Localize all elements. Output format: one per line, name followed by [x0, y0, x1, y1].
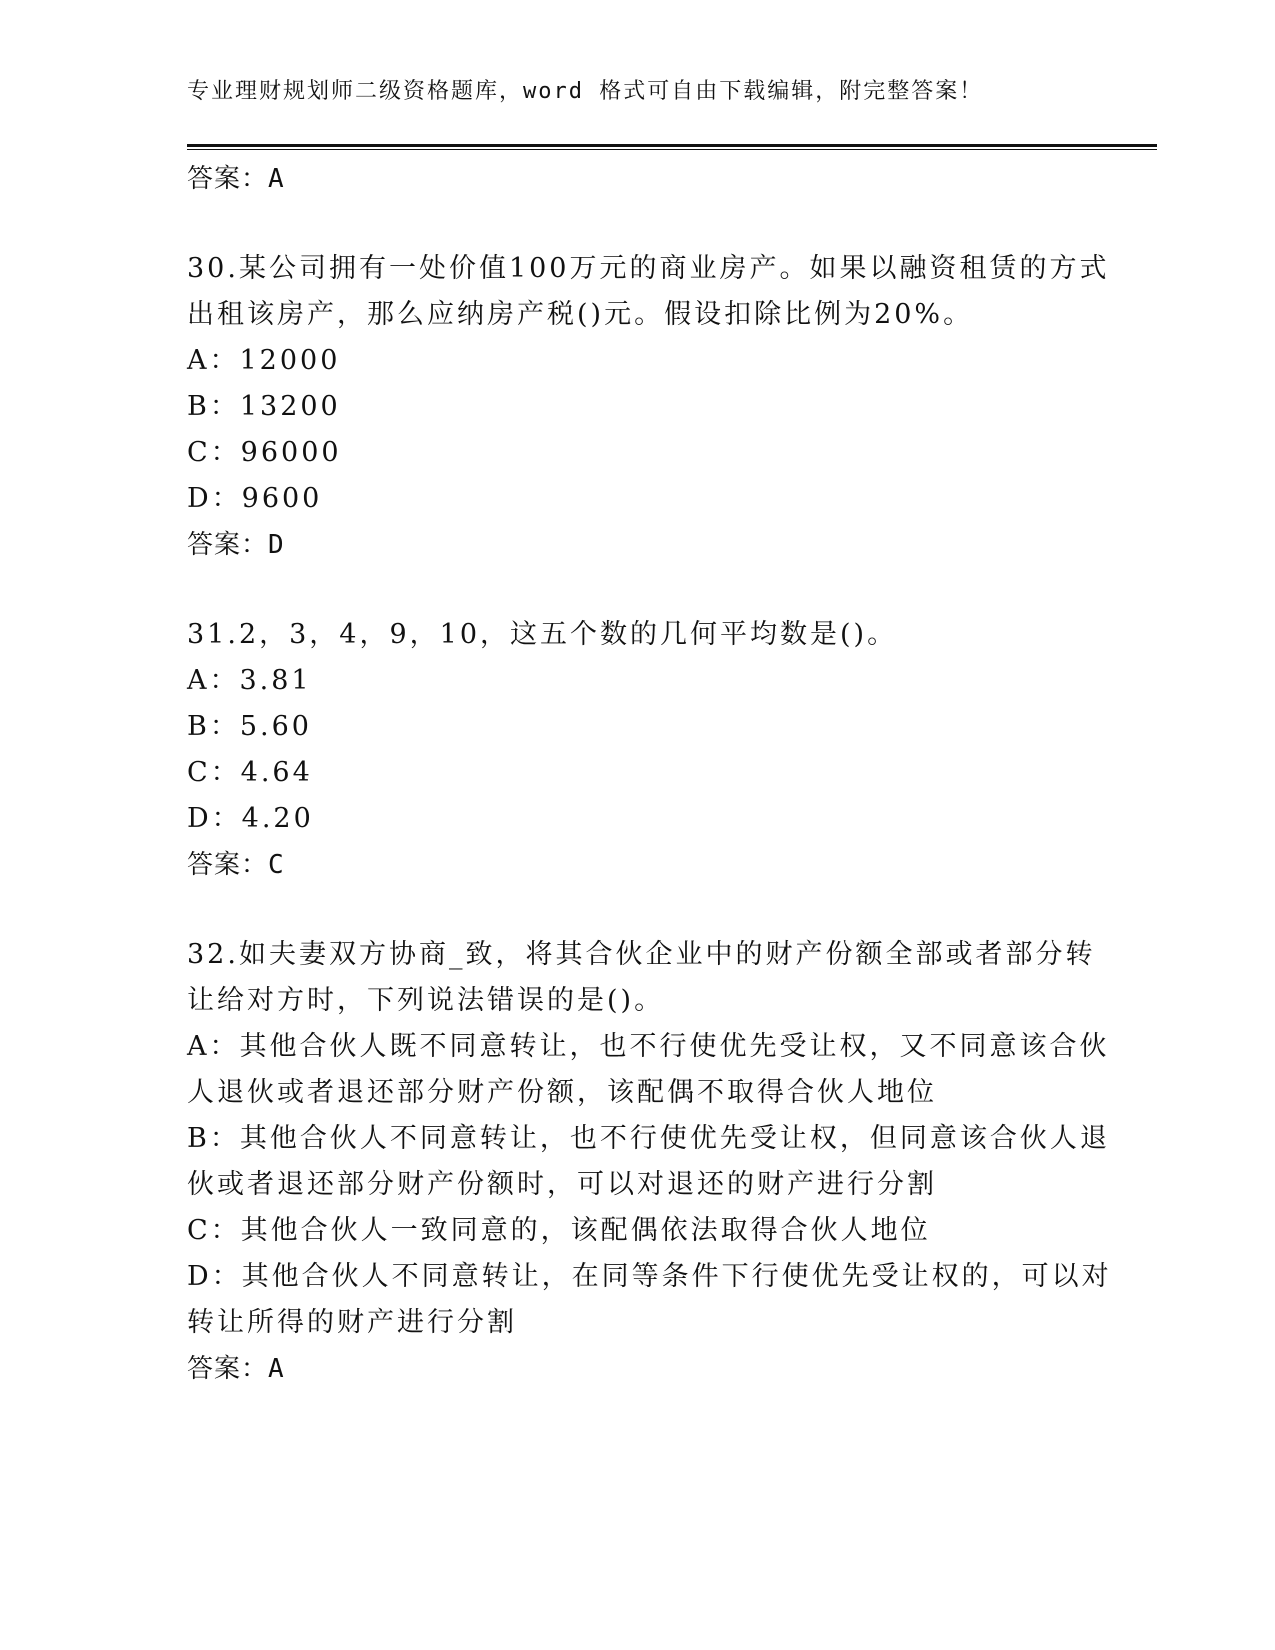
- answer-line: 答案：A: [187, 1354, 285, 1384]
- option-a-continued: 人退伙或者退还部分财产份额，该配偶不取得合伙人地位: [187, 1077, 937, 1108]
- question-text-line: 32.如夫妻双方协商_致，将其合伙企业中的财产份额全部或者部分转: [187, 939, 1096, 970]
- spacer: [187, 888, 1087, 932]
- option-d: D：9600: [187, 483, 323, 514]
- question-text-line: 出租该房产，那么应纳房产税()元。假设扣除比例为20%。: [187, 299, 974, 330]
- header-rule-thick: [187, 144, 1157, 147]
- answer-line: 答案：C: [187, 850, 285, 880]
- question-32: [187, 932, 1112, 1392]
- question-30: [187, 246, 1110, 568]
- option-b: B：其他合伙人不同意转让，也不行使优先受让权，但同意该合伙人退: [187, 1123, 1110, 1154]
- question-text-line: 30.某公司拥有一处价值100万元的商业房产。如果以融资租赁的方式: [187, 253, 1110, 284]
- spacer: [187, 568, 1087, 612]
- option-d: D：4.20: [187, 803, 314, 834]
- option-d: D：其他合伙人不同意转让，在同等条件下行使优先受让权的，可以对: [187, 1261, 1112, 1292]
- option-b: B：5.60: [187, 711, 312, 742]
- option-a: A：3.81: [187, 665, 312, 696]
- option-b-continued: 伙或者退还部分财产份额时，可以对退还的财产进行分割: [187, 1169, 937, 1200]
- header-rule-thin: [187, 149, 1157, 150]
- question-list: [187, 156, 1112, 1392]
- option-c: C：4.64: [187, 757, 313, 788]
- option-a: A：12000: [187, 345, 341, 376]
- question-text-line: 让给对方时，下列说法错误的是()。: [187, 985, 665, 1016]
- option-d-continued: 转让所得的财产进行分割: [187, 1307, 517, 1338]
- answer-line: 答案：A: [187, 164, 285, 194]
- spacer: [187, 202, 1087, 246]
- question-31: [187, 612, 1087, 888]
- option-c: C：96000: [187, 437, 342, 468]
- option-a: A：其他合伙人既不同意转让，也不行使优先受让权，又不同意该合伙: [187, 1031, 1110, 1062]
- answer-line: 答案：D: [187, 530, 285, 560]
- page-header: 专业理财规划师二级资格题库，word 格式可自由下载编辑，附完整答案！: [187, 79, 984, 104]
- question-text-line: 31.2，3，4，9，10，这五个数的几何平均数是()。: [187, 619, 898, 650]
- option-c: C：其他合伙人一致同意的，该配偶依法取得合伙人地位: [187, 1215, 931, 1246]
- option-b: B：13200: [187, 391, 341, 422]
